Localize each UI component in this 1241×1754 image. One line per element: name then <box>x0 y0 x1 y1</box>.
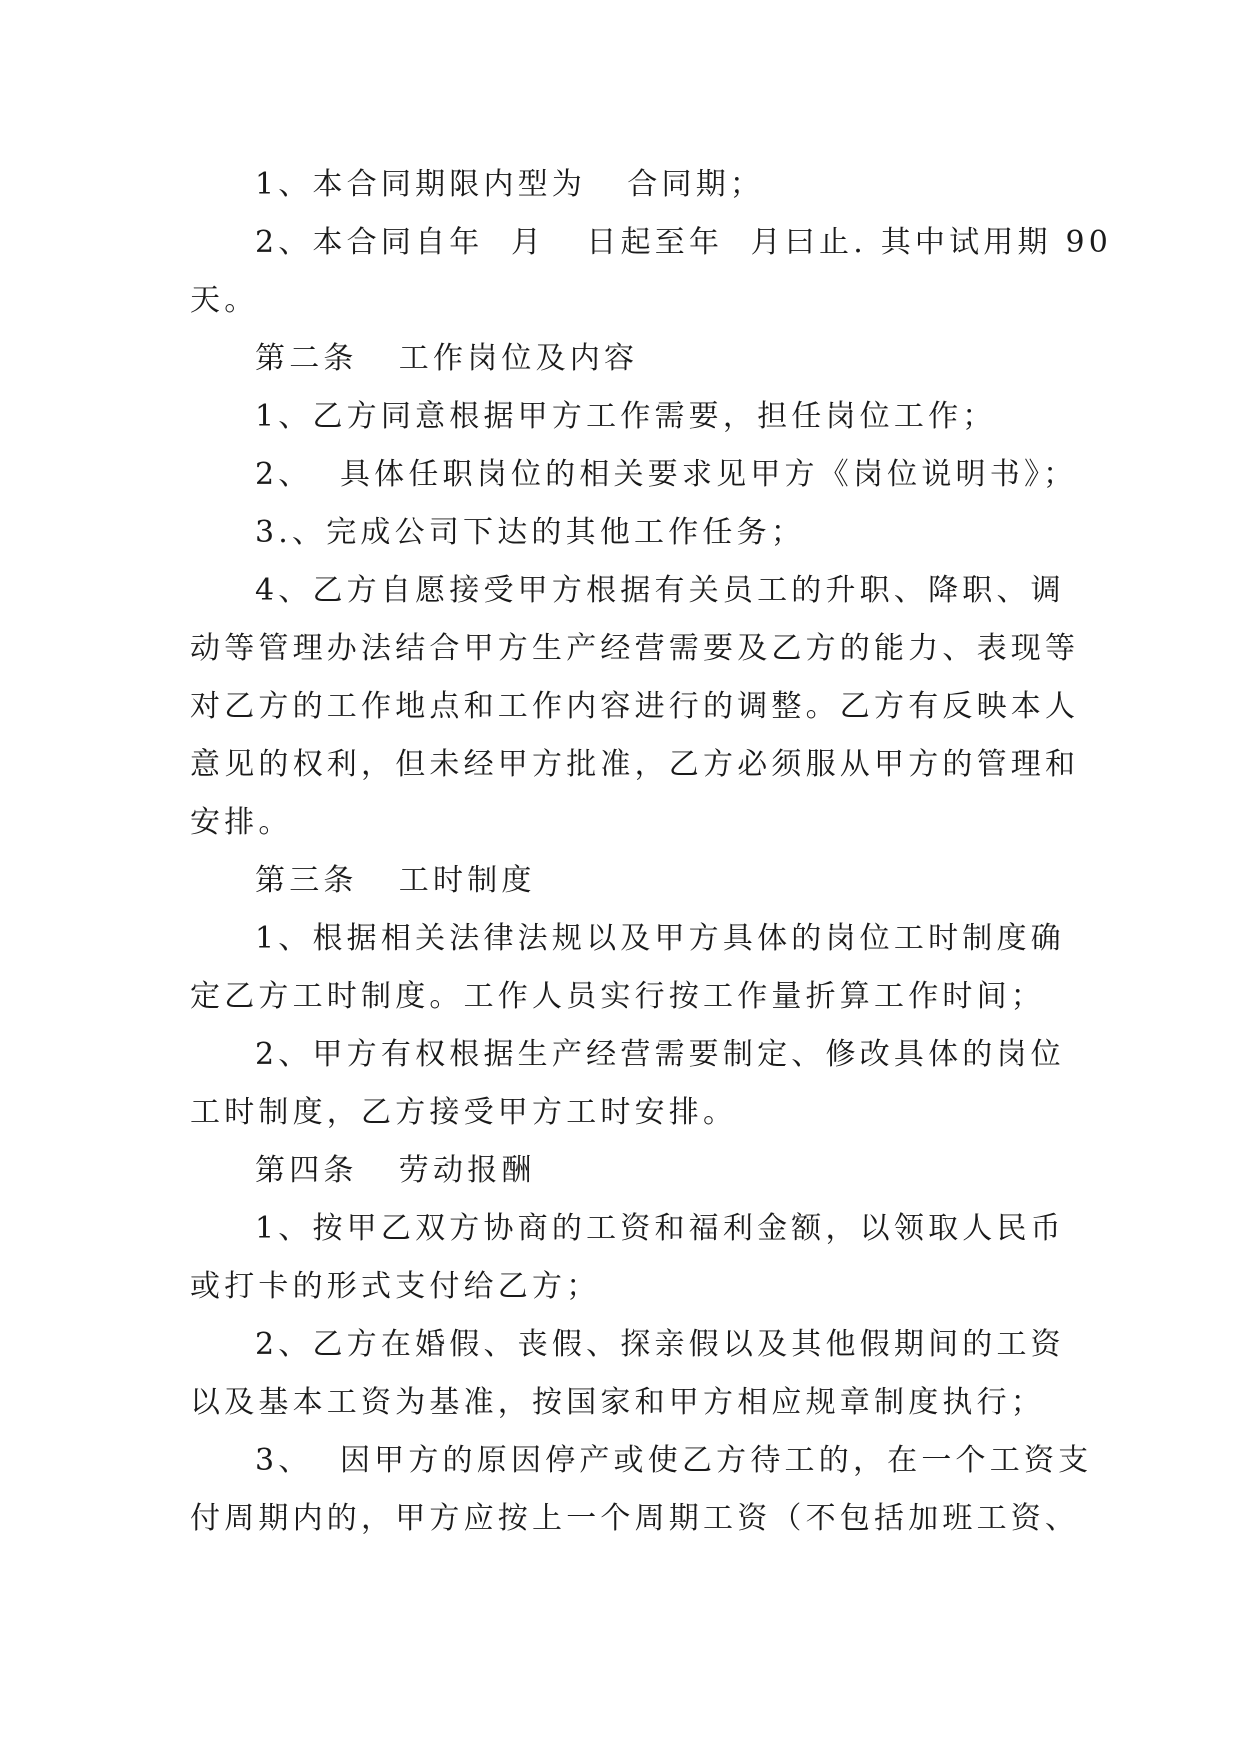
clause-1-2-continued: 天。 <box>190 283 259 318</box>
clause-4-3: 3、 因甲方的原因停产或使乙方待工的，在一个工资支 <box>255 1443 1093 1478</box>
clause-1-1: 1、本合同期限内型为 合同期； <box>255 167 765 202</box>
clause-1-2: 2、本合同自年 月 日起至年 月曰止. 其中试用期 90 <box>255 225 1113 260</box>
clause-4-1-continued: 或打卡的形式支付给乙方； <box>190 1269 601 1304</box>
clause-4-3-continued: 付周期内的，甲方应按上一个周期工资（不包括加班工资、 <box>190 1501 1080 1536</box>
clause-4-1: 1、按甲乙双方协商的工资和福利金额，以领取人民币 <box>255 1211 1065 1246</box>
clause-2-4: 4、乙方自愿接受甲方根据有关员工的升职、降职、调 <box>255 573 1065 608</box>
section-heading-3: 第三条 工时制度 <box>255 863 536 898</box>
clause-4-2: 2、乙方在婚假、丧假、探亲假以及其他假期间的工资 <box>255 1327 1065 1362</box>
section-heading-2: 第二条 工作岗位及内容 <box>255 341 639 376</box>
clause-3-1-continued: 定乙方工时制度。工作人员实行按工作量折算工作时间； <box>190 979 1045 1014</box>
clause-2-4-continued: 动等管理办法结合甲方生产经营需要及乙方的能力、表现等 <box>190 631 1080 666</box>
clause-3-1: 1、根据相关法律法规以及甲方具体的岗位工时制度确 <box>255 921 1065 956</box>
clause-3-2-continued: 工时制度，乙方接受甲方工时安排。 <box>190 1095 738 1130</box>
clause-2-1: 1、乙方同意根据甲方工作需要，担任岗位工作； <box>255 399 997 434</box>
clause-4-2-continued: 以及基本工资为基准，按国家和甲方相应规章制度执行； <box>190 1385 1045 1420</box>
clause-2-4-continued: 安排。 <box>190 805 293 840</box>
clause-3-2: 2、甲方有权根据生产经营需要制定、修改具体的岗位 <box>255 1037 1065 1072</box>
clause-2-2: 2、 具体任职岗位的相关要求见甲方《岗位说明书》； <box>255 457 1078 492</box>
section-heading-4: 第四条 劳动报酬 <box>255 1153 536 1188</box>
clause-2-4-continued: 对乙方的工作地点和工作内容进行的调整。乙方有反映本人 <box>190 689 1080 724</box>
clause-2-3: 3.、完成公司下达的其他工作任务； <box>255 515 806 550</box>
clause-2-4-continued: 意见的权利，但未经甲方批准，乙方必须服从甲方的管理和 <box>190 747 1080 782</box>
